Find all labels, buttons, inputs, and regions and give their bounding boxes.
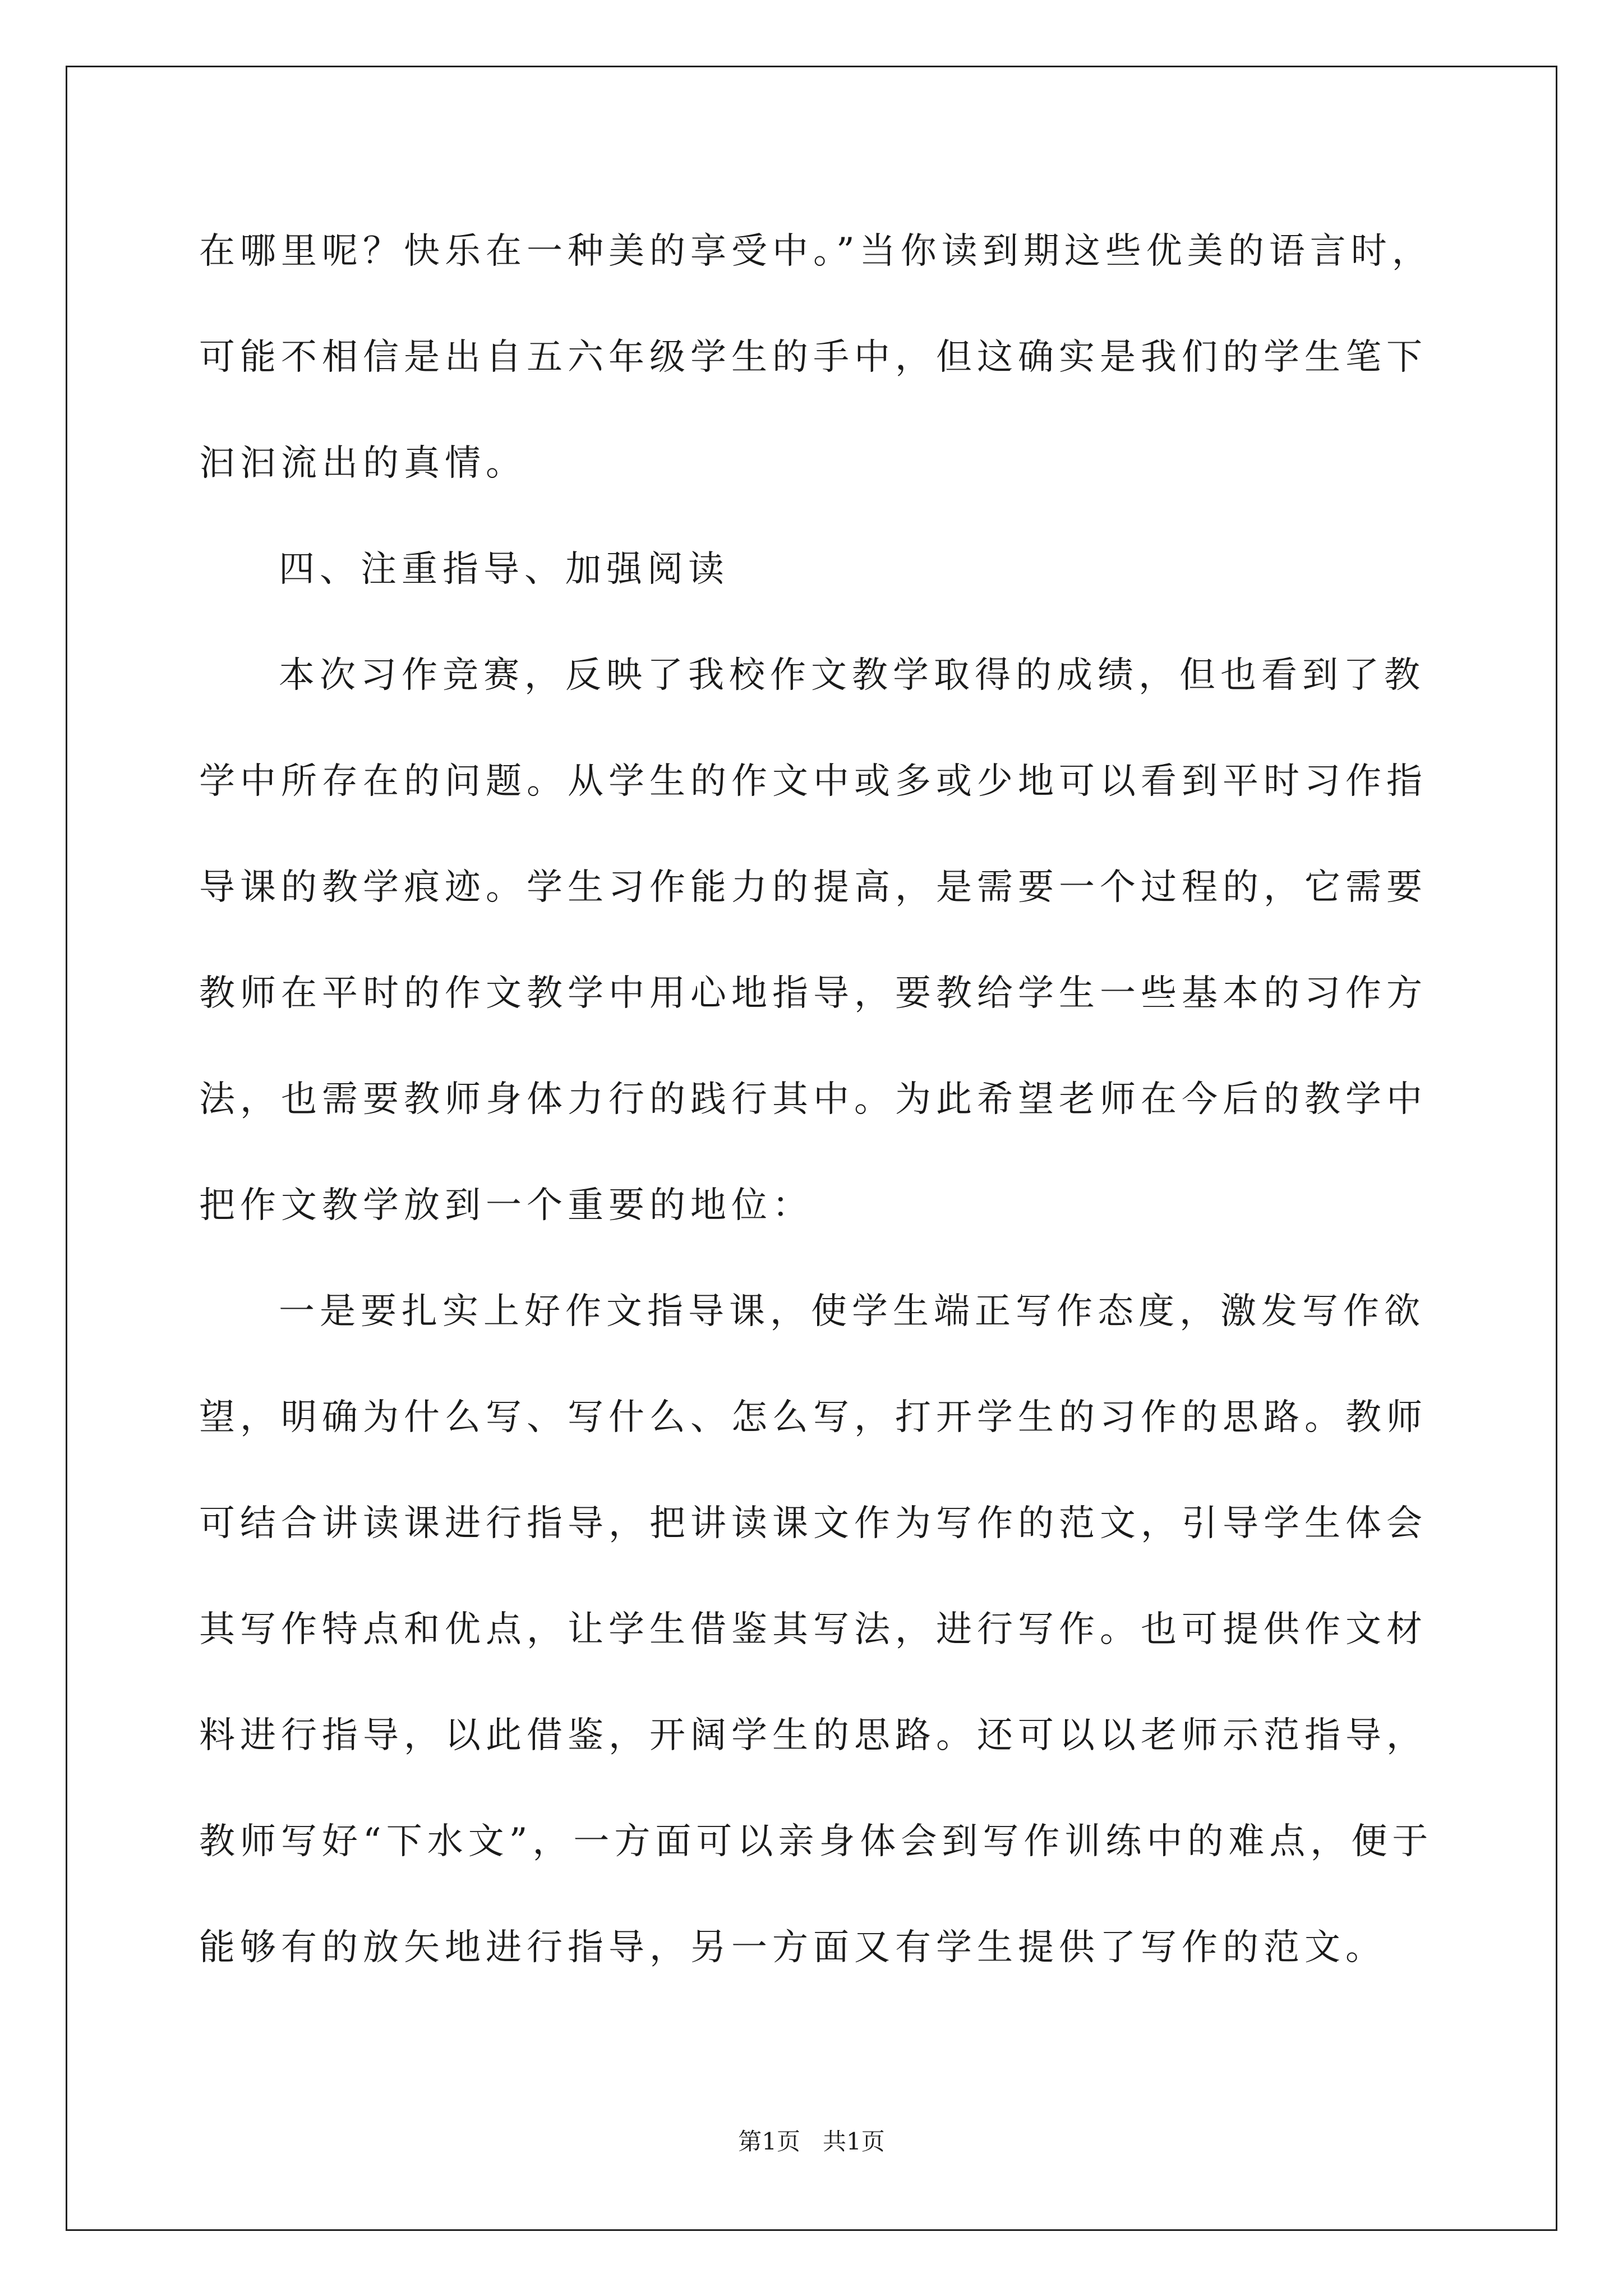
text-line-5: 本次习作竞赛，反映了我校作文教学取得的成绩，但也看到了教 [279,655,1425,696]
text-line-3: 汩汩流出的真情。 [199,443,527,484]
text-line-15: 料进行指导，以此借鉴，开阔学生的思路。还可以以老师示范指导， [199,1715,1427,1756]
text-line-14: 其写作特点和优点，让学生借鉴其写法，进行写作。也可提供作文材 [199,1609,1427,1650]
text-line-17: 能够有的放矢地进行指导，另一方面又有学生提供了写作的范文。 [199,1927,1386,1968]
text-line-13: 可结合讲读课进行指导，把讲读课文作为写作的范文，引导学生体会 [199,1503,1427,1544]
text-line-11: 一是要扎实上好作文指导课，使学生端正写作态度，激发写作欲 [279,1291,1425,1332]
page-border [66,66,1557,2231]
text-line-2: 可能不相信是出自五六年级学生的手中，但这确实是我们的学生笔下 [199,337,1427,378]
text-line-1: 在哪里呢？快乐在一种美的享受中。”当你读到期这些优美的语言时， [199,231,1433,272]
page-number-footer: 第1页 共1页 [738,2128,885,2155]
text-line-6: 学中所存在的问题。从学生的作文中或多或少地可以看到平时习作指 [199,761,1427,802]
text-line-8: 教师在平时的作文教学中用心地指导，要教给学生一些基本的习作方 [199,973,1427,1014]
text-line-9: 法，也需要教师身体力行的践行其中。为此希望老师在今后的教学中 [199,1079,1427,1120]
text-line-16: 教师写好“下水文”，一方面可以亲身体会到写作训练中的难点，便于 [199,1821,1433,1862]
text-line-7: 导课的教学痕迹。学生习作能力的提高，是需要一个过程的，它需要 [199,867,1427,908]
section-heading: 四、注重指导、加强阅读 [279,549,729,590]
text-line-12: 望，明确为什么写、写什么、怎么写，打开学生的习作的思路。教师 [199,1397,1427,1438]
text-line-10: 把作文教学放到一个重要的地位： [199,1185,813,1226]
